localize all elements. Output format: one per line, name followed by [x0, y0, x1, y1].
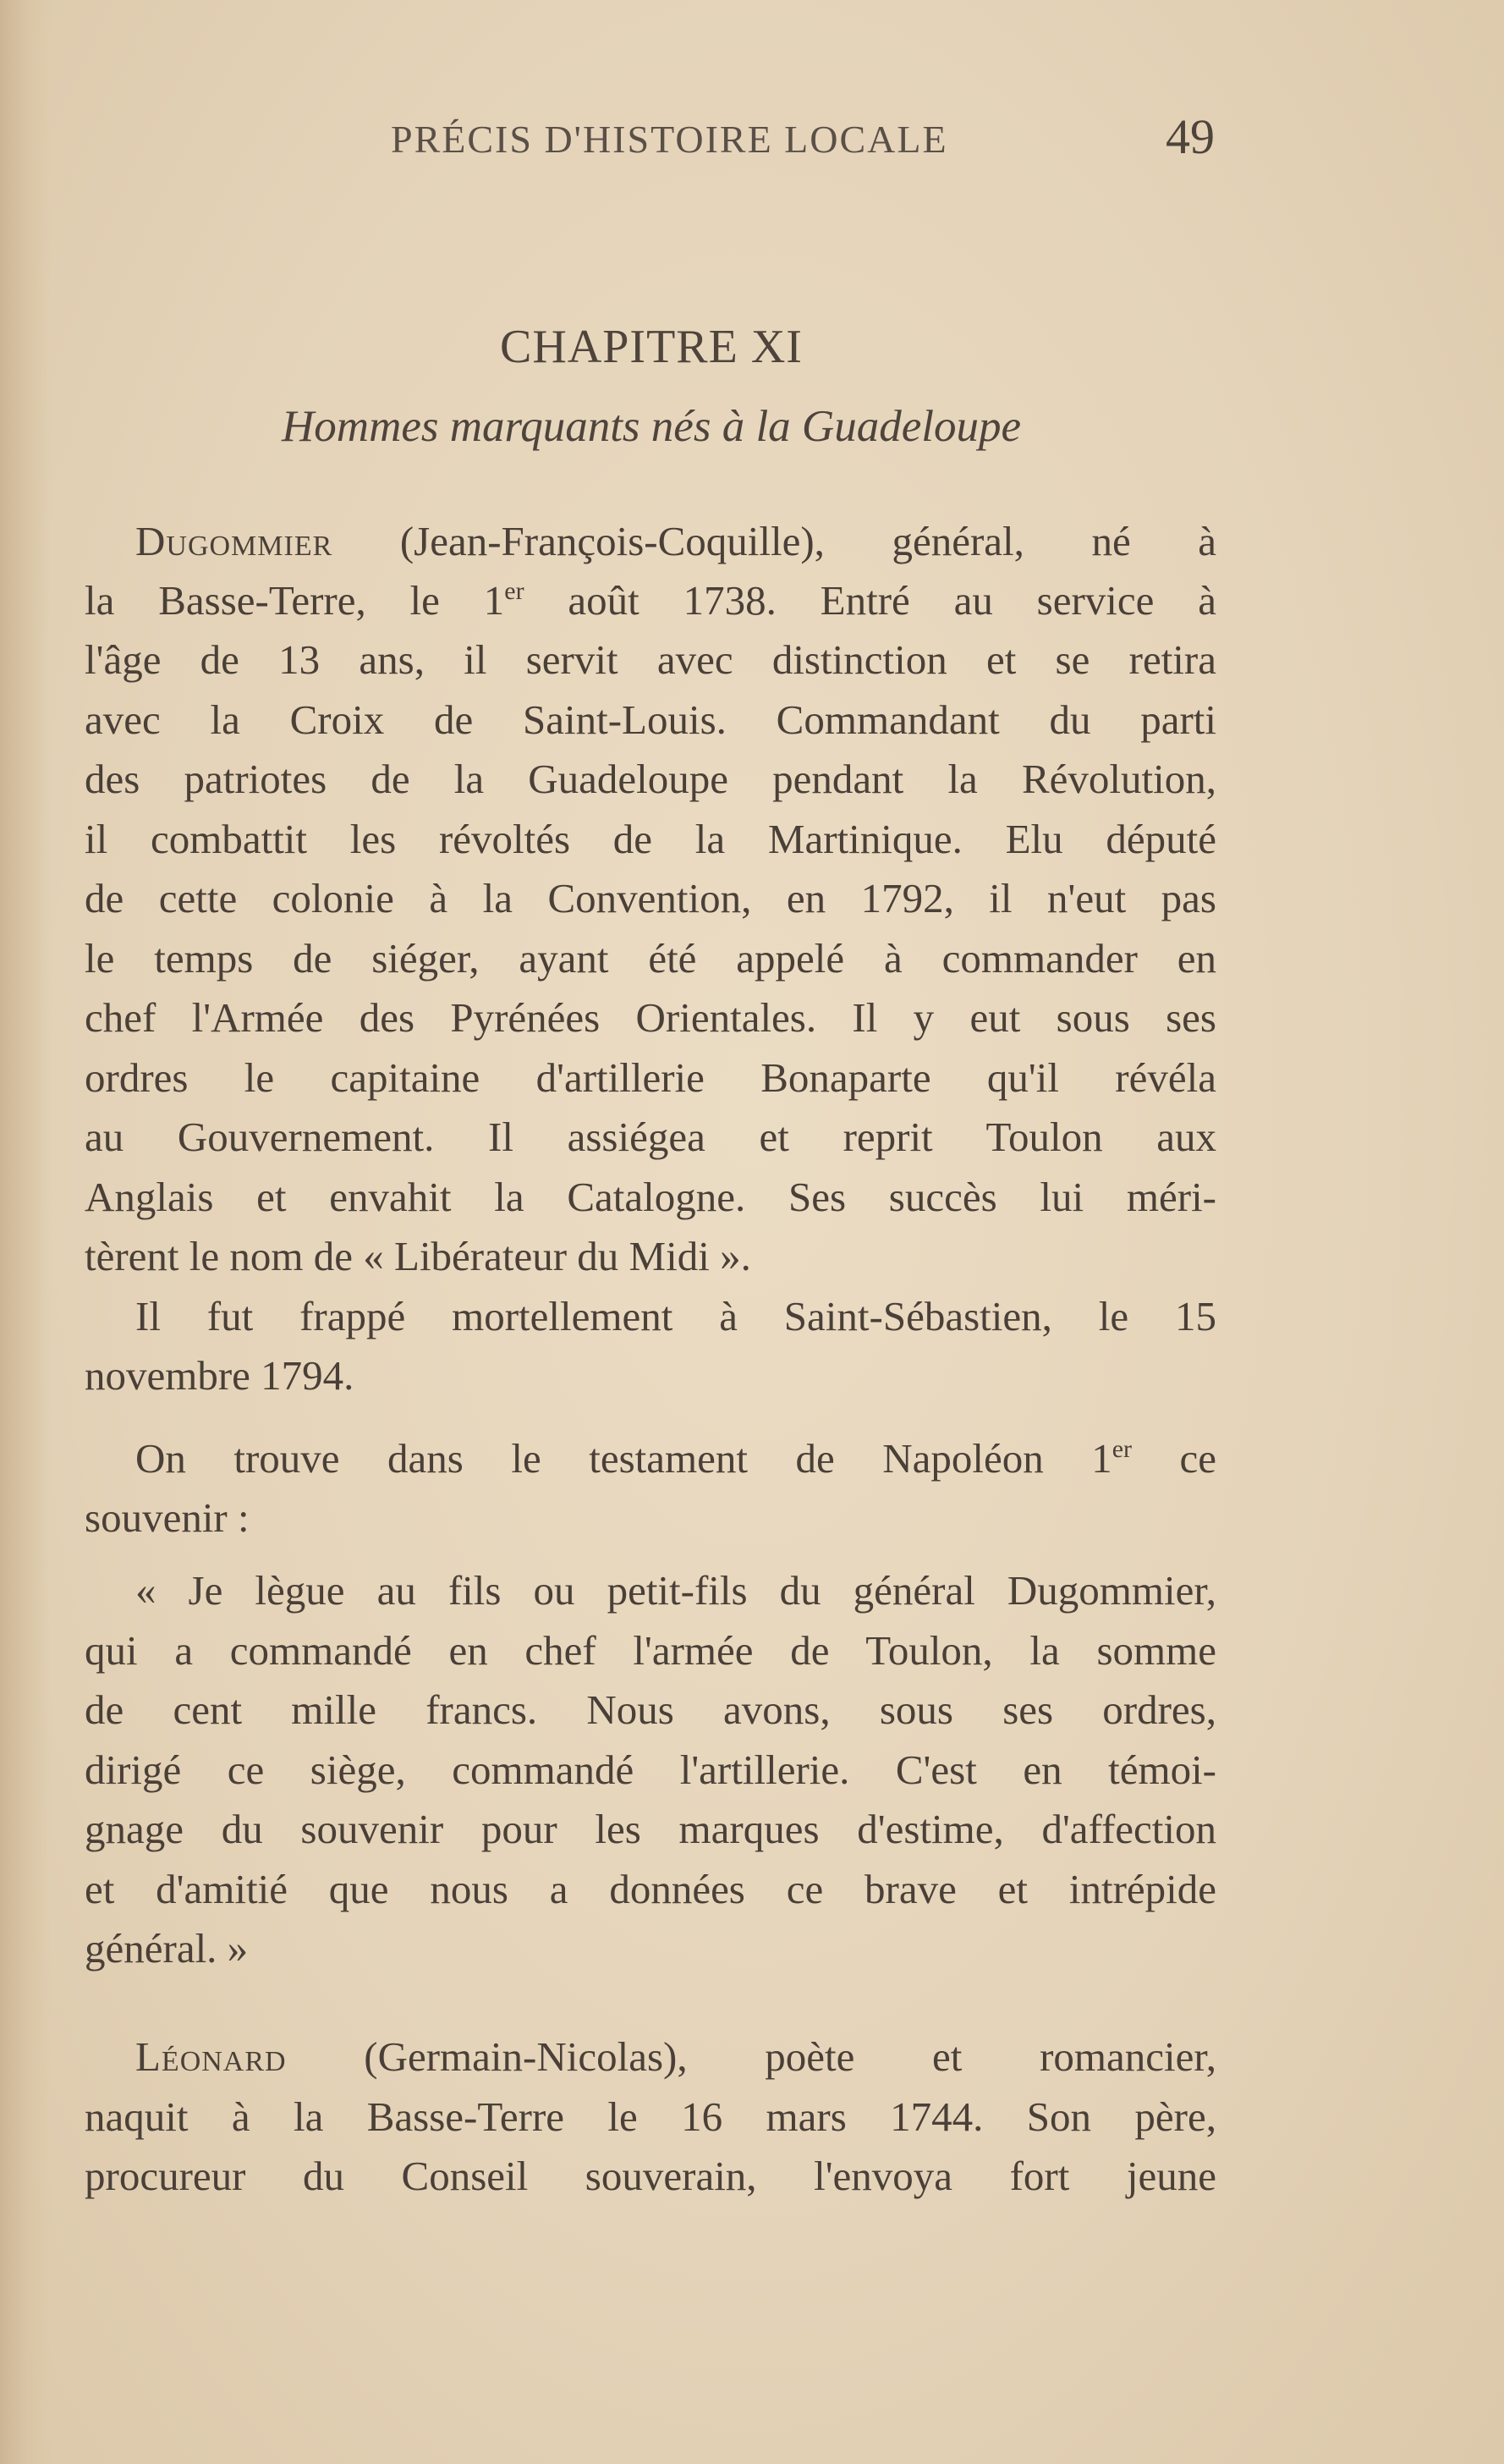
paragraph-testament-line-2: souvenir :	[85, 1494, 250, 1541]
quote-line-2: qui a commandé en chef l'armée de Toulon, la somme	[85, 1627, 1216, 1674]
paragraph-leonard-line-3: procureur du Conseil souverain, l'envoya fort jeune	[85, 2153, 1216, 2199]
paragraph-dugommier-line-3: l'âge de 13 ans, il servit avec distinction et se retira	[85, 636, 1216, 683]
text-segment: août 1738. Entré au service à	[524, 577, 1216, 624]
paragraph-dugommier-line-1	[135, 516, 1216, 567]
paragraph-dugommier-line-12: Anglais et envahit la Catalogne. Ses succès lui méri-	[85, 1174, 1216, 1220]
quote-line-7: général. »	[85, 1925, 249, 1972]
paragraph-dugommier-line-6: il combattit les révoltés de la Martinique. Elu député	[85, 816, 1216, 862]
paragraph-leonard-line-2: naquit à la Basse-Terre le 16 mars 1744. Son père,	[85, 2093, 1216, 2140]
paragraph-dugommier-line-10: ordres le capitaine d'artillerie Bonaparte qu'il révéla	[85, 1054, 1216, 1101]
paragraph-dugommier-line-2	[85, 575, 1216, 626]
quote-line-1: « Je lègue au fils ou petit-fils du général Dugommier,	[135, 1567, 1216, 1614]
paragraph-death-line-1: Il fut frappé mortellement à Saint-Sébastien, le 15	[135, 1293, 1216, 1339]
paragraph-dugommier-line-8: le temps de siéger, ayant été appelé à commander en	[85, 935, 1216, 982]
running-title: PRÉCIS D'HISTOIRE LOCALE	[391, 118, 948, 161]
chapter-subtitle: Hommes marquants nés à la Guadeloupe	[282, 402, 1021, 451]
superscript: er	[504, 577, 524, 605]
paragraph-dugommier-line-9: chef l'Armée des Pyrénées Orientales. Il y eut sous ses	[85, 994, 1216, 1041]
paragraph-testament-line-1	[135, 1433, 1216, 1484]
quote-line-4: dirigé ce siège, commandé l'artillerie. C'est en témoi-	[85, 1746, 1216, 1793]
quote-line-6: et d'amitié que nous a données ce brave et intrépide	[85, 1866, 1216, 1912]
page-number: 49	[1166, 109, 1215, 164]
person-name-leonard: Léonard	[135, 2033, 287, 2080]
text-segment: (Germain-Nicolas), poète et romancier,	[286, 2033, 1216, 2080]
text-segment: (Jean-François-Coquille), général, né à	[332, 518, 1216, 564]
text-segment: la Basse-Terre, le 1	[85, 577, 505, 624]
paragraph-dugommier-line-7: de cette colonie à la Convention, en 1792, il n'eut pas	[85, 875, 1216, 921]
superscript: er	[1112, 1435, 1133, 1463]
paragraph-death-line-2: novembre 1794.	[85, 1352, 354, 1399]
paragraph-dugommier-line-13: tèrent le nom de « Libérateur du Midi ».	[85, 1233, 751, 1279]
paragraph-dugommier-line-11: au Gouvernement. Il assiégea et reprit Toulon aux	[85, 1114, 1216, 1160]
text-segment: ce	[1132, 1435, 1217, 1482]
paragraph-dugommier-line-4: avec la Croix de Saint-Louis. Commandant du parti	[85, 696, 1216, 743]
paragraph-leonard-line-1	[135, 2032, 1216, 2082]
person-name-dugommier: Dugommier	[135, 518, 333, 564]
quote-line-3: de cent mille francs. Nous avons, sous ses ordres,	[85, 1686, 1216, 1733]
paragraph-dugommier-line-5: des patriotes de la Guadeloupe pendant la Révolution,	[85, 756, 1216, 802]
text-segment: On trouve dans le testament de Napoléon 1	[135, 1435, 1112, 1482]
chapter-title: CHAPITRE XI	[500, 321, 803, 373]
quote-line-5: gnage du souvenir pour les marques d'estime, d'affection	[85, 1806, 1216, 1852]
